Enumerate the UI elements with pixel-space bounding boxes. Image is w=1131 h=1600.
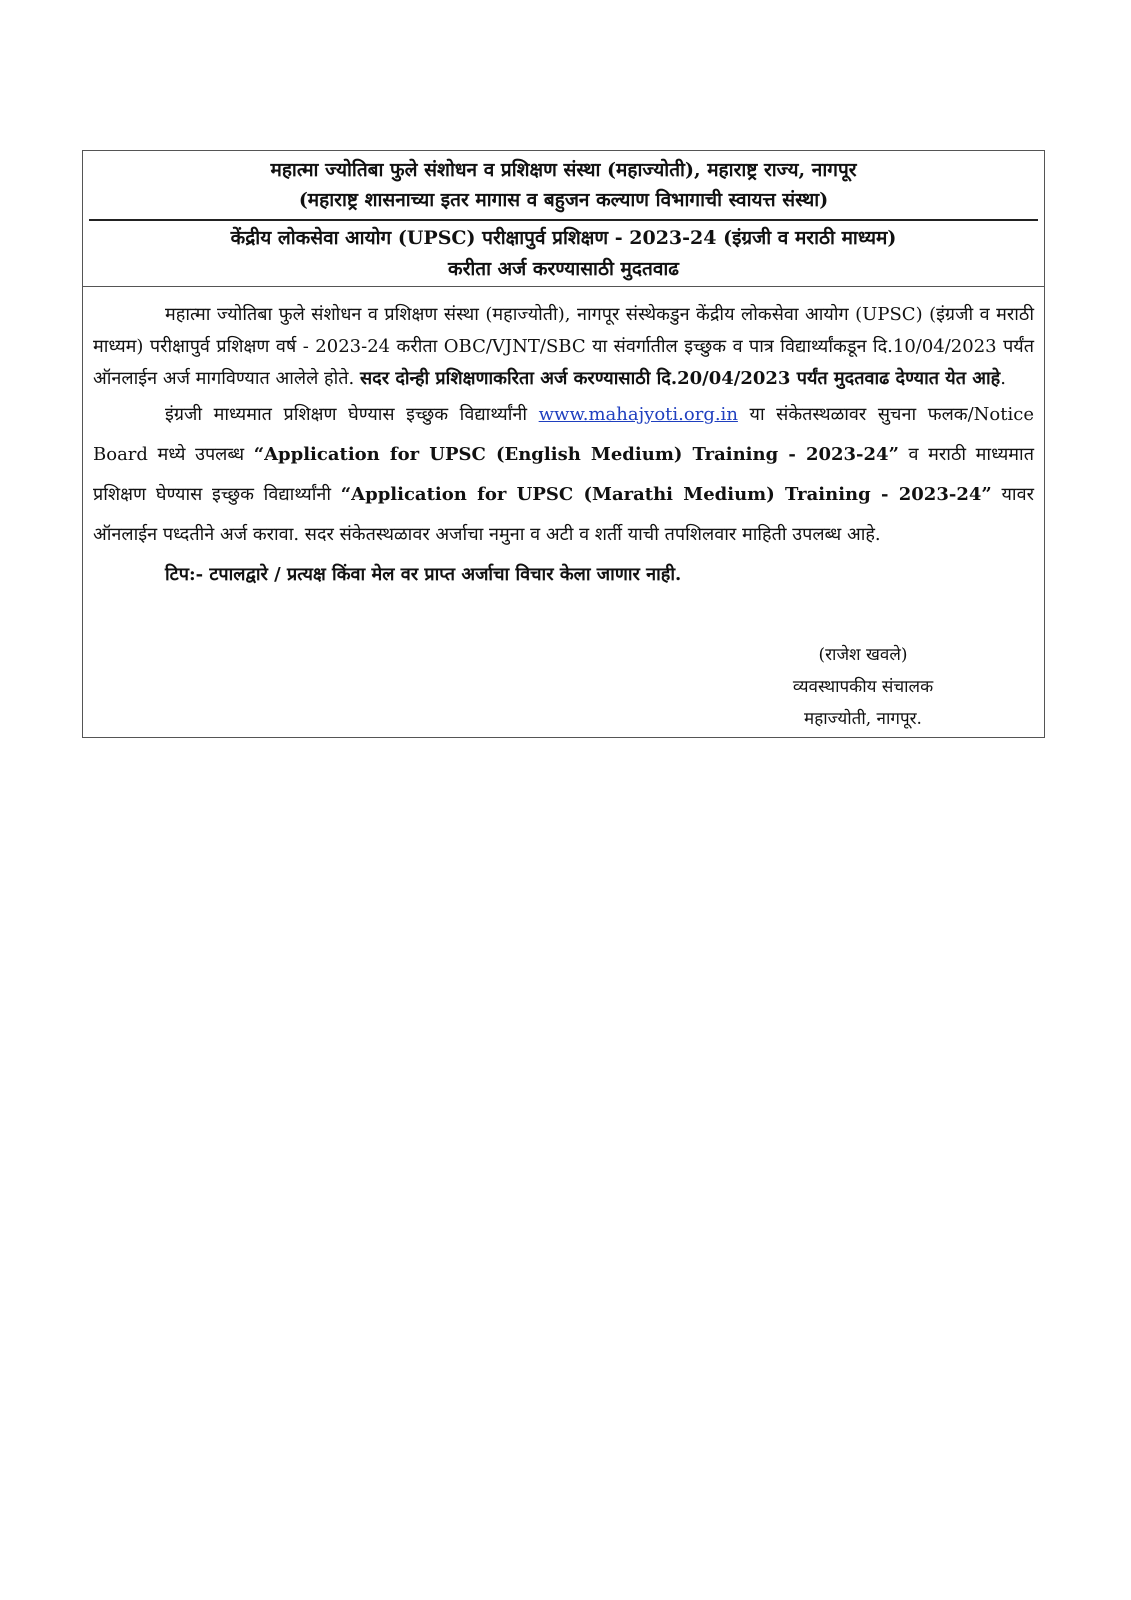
organization-subtitle: (महाराष्ट्र शासनाच्या इतर मागास व बहुजन कल्याण विभागाची स्वायत्त संस्था): [298, 189, 829, 211]
website-link[interactable]: www.mahajyoti.org.in: [538, 404, 738, 425]
notice-title-line-2: करीता अर्ज करण्यासाठी मुदतवाढ: [447, 258, 679, 280]
notice-title-line-1: केंद्रीय लोकसेवा आयोग (UPSC) परीक्षापुर्व प्रशिक्षण - 2023-24 (इंग्रजी व मराठी माध्यम): [230, 227, 897, 249]
paragraph-instructions: [93, 395, 1034, 555]
instructions-part-3: व मराठी माध्यमात प्रशिक्षण घेण्यास इच्छुक विद्यार्थ्यांनी: [93, 444, 1034, 505]
notice-title: [83, 221, 1044, 287]
signature-block: [723, 639, 1003, 735]
paragraph-note: टिप:- टपालद्वारे / प्रत्यक्ष किंवा मेल वर प्राप्त अर्जाचा विचार केला जाणार नाही.: [165, 564, 682, 585]
announcement-end: .: [1000, 368, 1006, 389]
organization-header: [83, 151, 1044, 219]
signatory-office: महाज्योती, नागपूर.: [804, 709, 922, 729]
marathi-application-title: “Application for UPSC (Marathi Medium) Training - 2023-24”: [340, 484, 992, 505]
notice-body: [83, 287, 1044, 591]
extension-text: सदर दोन्ही प्रशिक्षणाकरिता अर्ज करण्यासाठी दि.20/04/2023 पर्यंत मुदतवाढ देण्यात येत आहे: [359, 368, 1001, 389]
organization-name: महात्मा ज्योतिबा फुले संशोधन व प्रशिक्षण संस्था (महाज्योती), महाराष्ट्र राज्य, नागपूर: [270, 159, 857, 181]
notice-box: [82, 150, 1045, 738]
announcement-text: महात्मा ज्योतिबा फुले संशोधन व प्रशिक्षण संस्था (महाज्योती), नागपूर संस्थेकडुन केंद्रीय लोकसेवा आयोग (UPSC) (इंग्रजी व मराठी माध्यम) परीक्षापुर्व प्रशिक्षण वर्ष - 2023-24 करीता OBC/VJNT/SBC या संवर्गातील इच्छुक व पात्र विद्यार्थ्यांकडून दि.10/04/2023 पर्यंत ऑनलाईन अर्ज मागविण्यात आलेले होते.: [93, 304, 1034, 389]
signatory-designation: व्यवस्थापकीय संचालक: [792, 677, 934, 697]
instructions-part-1: इंग्रजी माध्यमात प्रशिक्षण घेण्यास इच्छुक विद्यार्थ्यांनी: [165, 404, 528, 425]
english-application-title: “Application for UPSC (English Medium) Training - 2023-24”: [253, 444, 899, 465]
instructions-part-4: यावर ऑनलाईन पध्दतीने अर्ज करावा. सदर संकेतस्थळावर अर्जाचा नमुना व अटी व शर्ती याची तपशिलवार माहिती उपलब्ध आहे.: [93, 484, 1034, 545]
signatory-name: (राजेश खवले): [818, 645, 908, 665]
instructions-part-2: या संकेतस्थळावर सुचना फलक/Notice Board मध्ये उपलब्ध: [93, 404, 1034, 465]
paragraph-announcement: [93, 299, 1034, 395]
